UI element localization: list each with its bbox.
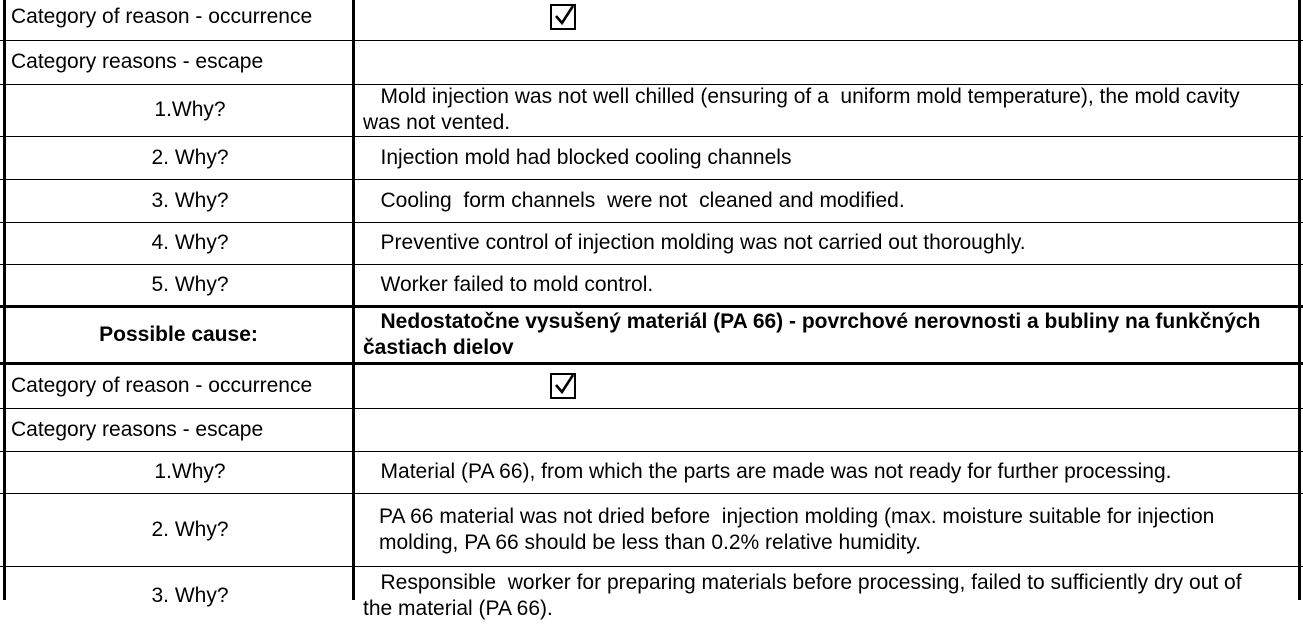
row-value: Injection mold had blocked cooling channels	[363, 145, 792, 169]
row-value: Cooling form channels were not cleaned and modified.	[363, 188, 905, 212]
row-value	[354, 40, 1303, 84]
row-value: Worker failed to mold control.	[363, 273, 654, 296]
row-value: Preventive control of injection molding was not carried out thoroughly.	[363, 231, 1026, 254]
table-row	[0, 179, 1303, 222]
row-label: 3. Why?	[151, 584, 229, 607]
row-divider	[0, 136, 1303, 137]
checked-checkbox-icon[interactable]	[550, 373, 576, 399]
row-label: 4. Why?	[151, 231, 229, 254]
row-value: Mold injection was not well chilled (ensuring of a uniform mold temperature), the mold cavity was not vented.	[363, 85, 1246, 134]
row-label: 1.Why?	[154, 98, 226, 121]
row-value	[354, 0, 1303, 40]
row-divider	[0, 493, 1303, 494]
section-divider	[0, 305, 1303, 308]
row-label: 2. Why?	[151, 517, 229, 541]
table-row	[0, 408, 1303, 451]
table-row	[0, 451, 1303, 493]
possible-cause-row	[0, 306, 1303, 364]
row-label: Category of reason - occurrence	[11, 374, 313, 397]
row-label: 2. Why?	[151, 145, 229, 169]
row-divider	[0, 264, 1303, 265]
table-row	[0, 222, 1303, 264]
row-value: Material (PA 66), from which the parts are made was not ready for further processing.	[363, 460, 1172, 483]
row-label: Category reasons - escape	[11, 417, 264, 441]
row-divider	[0, 179, 1303, 180]
table-row	[0, 40, 1303, 84]
row-value	[354, 408, 1303, 451]
row-label: Category of reason - occurrence	[11, 5, 313, 28]
row-divider	[0, 408, 1303, 409]
table-row	[0, 364, 1303, 408]
table-right-border	[1298, 0, 1301, 600]
row-label: Possible cause:	[99, 323, 258, 346]
row-label: Category reasons - escape	[11, 50, 264, 73]
table-row	[0, 493, 1303, 566]
table-row	[0, 566, 1303, 626]
row-value: Nedostatočne vysušený materiál (PA 66) - povrchové nerovnosti a bubliny na funkčných častiach dielov	[363, 310, 1267, 359]
row-divider	[0, 222, 1303, 223]
row-value: Responsible worker for preparing materials before processing, failed to sufficiently dry out of the material (PA 66).	[363, 571, 1248, 620]
section-divider	[0, 362, 1303, 365]
table-row	[0, 84, 1303, 136]
row-value	[354, 364, 1303, 408]
table-row	[0, 0, 1303, 40]
row-label: 5. Why?	[151, 273, 229, 296]
table-row	[0, 264, 1303, 306]
checked-checkbox-icon[interactable]	[550, 4, 576, 30]
row-divider	[0, 40, 1303, 41]
row-label: 1.Why?	[154, 460, 226, 483]
row-value: PA 66 material was not dried before injection molding (max. moisture suitable for injection molding, PA 66 should be less than 0.2% relative humidity.	[379, 504, 1221, 554]
column-divider	[352, 0, 355, 600]
table-left-border	[3, 0, 6, 600]
row-divider	[0, 84, 1303, 85]
row-divider	[0, 451, 1303, 452]
row-label: 3. Why?	[151, 188, 229, 212]
table-row	[0, 136, 1303, 179]
row-divider	[0, 566, 1303, 567]
